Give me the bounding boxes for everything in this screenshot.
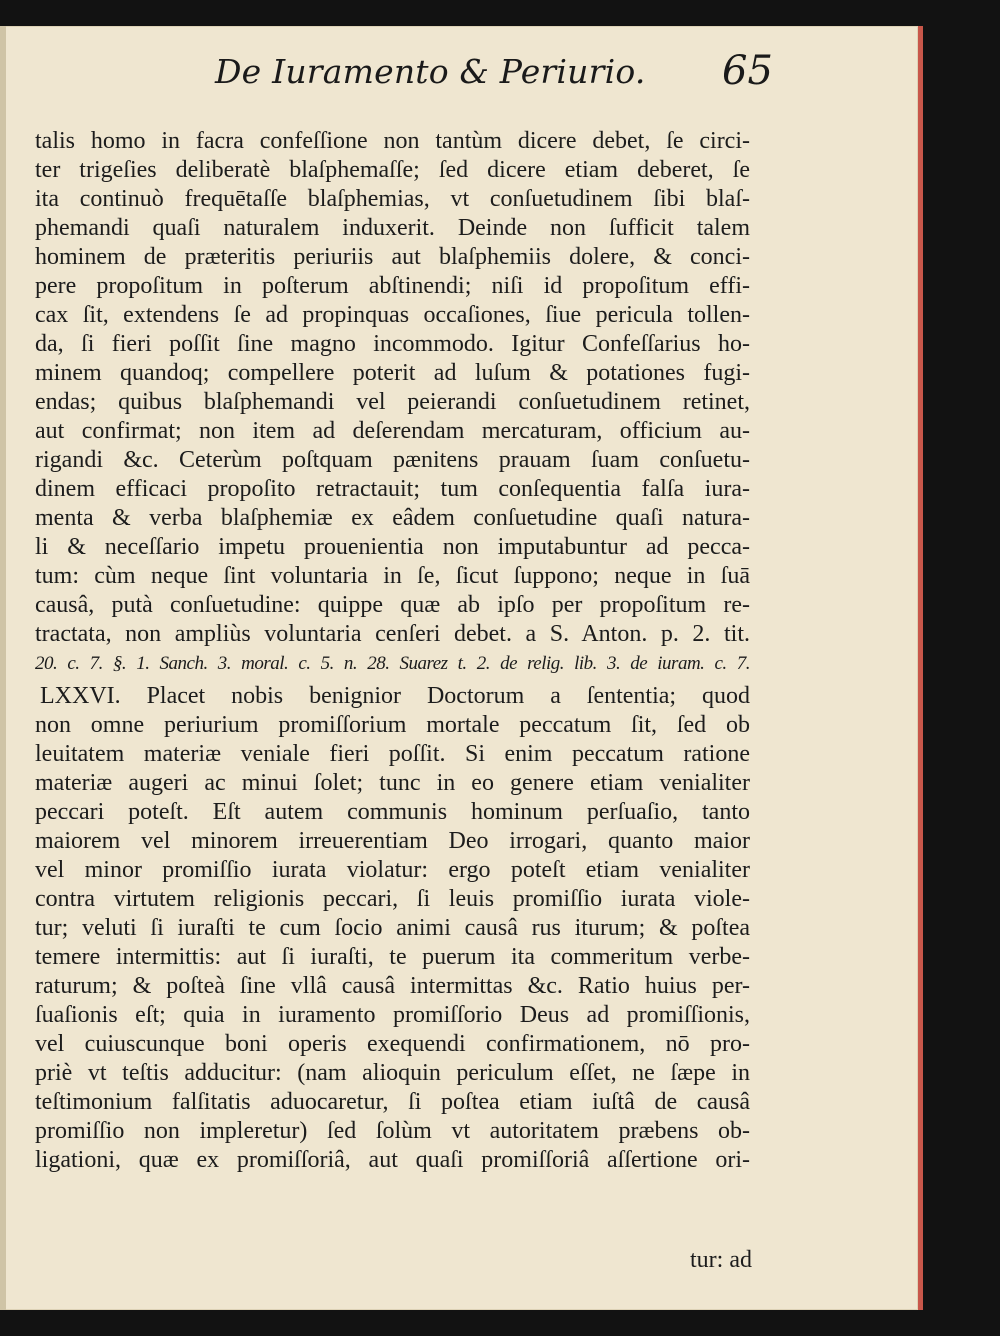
text-line: rigandi &c. Ceterùm poſtquam pænitens prauam ſuam conſuetu- <box>35 447 750 473</box>
text-line: tum: cùm neque ſint voluntaria in ſe, ſicut ſuppono; neque in ſuā <box>35 563 750 589</box>
running-head: De Iuramento & Periurio. <box>215 52 646 91</box>
text-line: phemandi quaſi naturalem induxerit. Deinde non ſufficit talem <box>35 215 750 241</box>
text-line: vel minor promiſſio iurata violatur: ergo poteſt etiam venialiter <box>35 857 750 883</box>
text-line: da, ſi fieri poſſit ſine magno incommodo. Igitur Confeſſarius ho- <box>35 331 750 357</box>
text-line: li & neceſſario impetu prouenientia non imputabuntur ad pecca- <box>35 534 750 560</box>
page-number: 65 <box>722 48 773 94</box>
text-line: hominem de præteritis periuriis aut blaſphemiis dolere, & conci- <box>35 244 750 270</box>
text-line: aut confirmat; non item ad deſerendam mercaturam, officium au- <box>35 418 750 444</box>
text-line: ter trigeſies deliberatè blaſphemaſſe; ſed dicere etiam deberet, ſe <box>35 157 750 183</box>
text-line: teſtimonium falſitatis aduocaretur, ſi poſtea etiam iuſtâ de causâ <box>35 1089 750 1115</box>
text-line: dinem efficaci propoſito retractauit; tum conſequentia falſa iura- <box>35 476 750 502</box>
citation-line: 20. c. 7. §. 1. Sanch. 3. moral. c. 5. n. 28. Suarez t. 2. de relig. lib. 3. de iuram. c. 7. <box>35 653 750 674</box>
text-line: cax ſit, extendens ſe ad propinquas occaſiones, ſiue pericula tollen- <box>35 302 750 328</box>
text-line: endas; quibus blaſphemandi vel peierandi conſuetudinem retinet, <box>35 389 750 415</box>
text-line: peccari poteſt. Eſt autem communis hominum perſuaſio, tanto <box>35 799 750 825</box>
text-line: materiæ augeri ac minui ſolet; tunc in eo genere etiam venialiter <box>35 770 750 796</box>
text-line: leuitatem materiæ veniale fieri poſſit. Si enim peccatum ratione <box>35 741 750 767</box>
text-line: menta & verba blaſphemiæ ex eâdem conſuetudine quaſi natura- <box>35 505 750 531</box>
text-line: maiorem vel minorem irreuerentiam Deo irrogari, quanto maior <box>35 828 750 854</box>
paragraph-start: LXXVI. Placet nobis benignior Doctorum a ſententia; quod <box>40 683 750 709</box>
catchword: tur: ad <box>690 1247 752 1273</box>
text-line: promiſſio non impleretur) ſed ſolùm vt autoritatem præbens ob- <box>35 1118 750 1144</box>
text-line: tur; veluti ſi iuraſti te cum ſocio animi causâ rus iturum; & poſtea <box>35 915 750 941</box>
text-line: contra virtutem religionis peccari, ſi leuis promiſſio iurata viole- <box>35 886 750 912</box>
text-line: talis homo in facra confeſſione non tantùm dicere debet, ſe circi- <box>35 128 750 154</box>
text-line: tractata, non ampliùs voluntaria cenſeri debet. a S. Anton. p. 2. tit. <box>35 621 750 647</box>
text-line: priè vt teſtis adducitur: (nam alioquin periculum eſſet, ne ſæpe in <box>35 1060 750 1086</box>
text-line: ita continuò frequētaſſe blaſphemias, vt conſuetudinem ſibi blaſ- <box>35 186 750 212</box>
text-line: raturum; & poſteà ſine vllâ causâ intermittas &c. Ratio huius per- <box>35 973 750 999</box>
text-line: ſuaſionis eſt; quia in iuramento promiſſorio Deus ad promiſſionis, <box>35 1002 750 1028</box>
text-line: non omne periurium promiſſorium mortale peccatum ſit, ſed ob <box>35 712 750 738</box>
page-edge <box>0 26 6 1310</box>
text-line: ligationi, quæ ex promiſſoriâ, aut quaſi promiſſoriâ aſſertione ori- <box>35 1147 750 1173</box>
text-line: temere intermittis: aut ſi iuraſti, te puerum ita commeritum verbe- <box>35 944 750 970</box>
text-line: causâ, putà conſuetudine: quippe quæ ab ipſo per propoſitum re- <box>35 592 750 618</box>
text-line: minem quandoq; compellere poterit ad luſum & potationes fugi- <box>35 360 750 386</box>
text-line: pere propoſitum in poſterum abſtinendi; niſi id propoſitum effi- <box>35 273 750 299</box>
text-line: vel cuiuscunque boni operis exequendi confirmationem, nō pro- <box>35 1031 750 1057</box>
